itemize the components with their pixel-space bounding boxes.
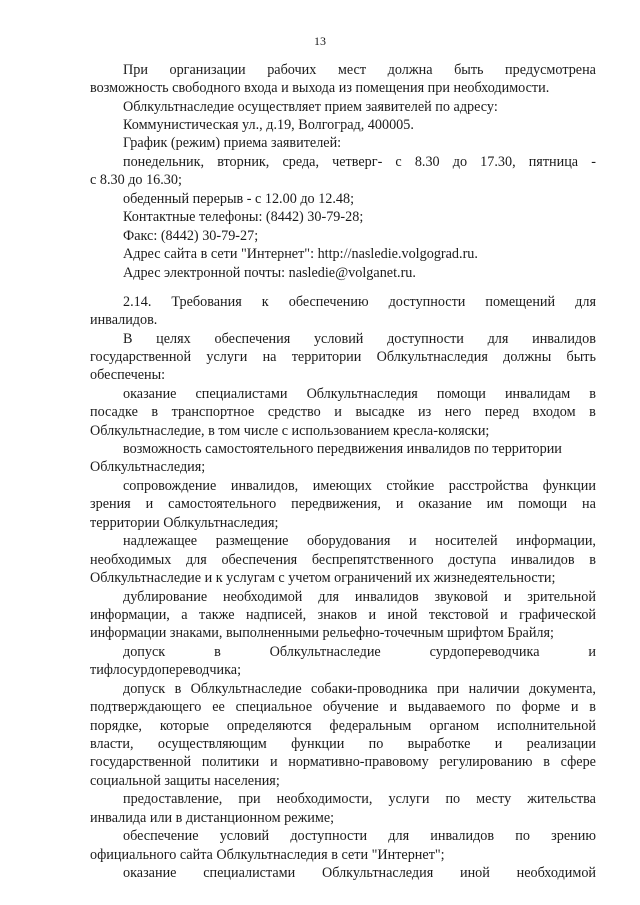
line-word: среда, (282, 154, 320, 170)
line-word: по (515, 828, 530, 844)
line-word: по (496, 699, 511, 715)
line-word: допуск (123, 681, 166, 697)
line-word: выдаваемого (407, 699, 486, 715)
line-word: мест (337, 62, 367, 78)
line-word: функции (542, 478, 596, 494)
text-line (90, 735, 596, 753)
line-word: необходимости, (276, 791, 373, 807)
line-word: знаков (317, 607, 358, 623)
line-word: инвалидов (354, 589, 419, 605)
line-word: власти, (90, 736, 134, 752)
line-word: месту (476, 791, 512, 807)
line-word: инвалидов (430, 828, 495, 844)
text-line (90, 403, 596, 421)
line-word: порядке, (90, 718, 142, 734)
line-word: которые (159, 718, 209, 734)
line-word: для (575, 294, 596, 310)
line-word: информации, (90, 607, 170, 623)
line-word: жительства (527, 791, 596, 807)
line-word: и (395, 496, 404, 512)
line-word: доступа (448, 552, 497, 568)
text-line (123, 385, 596, 403)
line-word: должна (387, 62, 433, 78)
line-word: размещение (215, 533, 289, 549)
text-line: тифлосурдопереводчика; (90, 662, 242, 678)
line-word: политики (201, 754, 260, 770)
line-word: наличии (468, 681, 520, 697)
text-line: Облкультнаследия; (90, 459, 206, 475)
line-word: звуковой (434, 589, 489, 605)
line-word: оказание (123, 386, 177, 402)
line-word: доступности (387, 331, 464, 347)
text-line: Адрес электронной почты: nasledie@volganet.ru. (123, 265, 416, 281)
line-word: обеспечения (221, 552, 298, 568)
text-line (123, 330, 596, 348)
text-line (90, 495, 596, 513)
line-word: и (334, 404, 342, 420)
line-word: информации, (516, 533, 596, 549)
line-word: входом (532, 404, 576, 420)
text-line: возможность свободного входа и выхода из помещения при необходимости. (90, 80, 550, 96)
line-word: в (543, 754, 550, 770)
line-word: подтверждающего (90, 699, 202, 715)
line-word: условий (219, 828, 270, 844)
text-line: Контактные телефоны: (8442) 30-79-28; (123, 209, 364, 225)
line-word: для (318, 589, 340, 605)
line-word: высадке (355, 404, 405, 420)
page-number: 13 (314, 34, 326, 48)
line-word: инвалидам (504, 386, 571, 402)
line-word: перед (484, 404, 520, 420)
line-word: осуществляющим (157, 736, 267, 752)
line-word: услуги (206, 349, 248, 365)
line-word: Облкультнаследие (190, 681, 302, 697)
line-word: В (123, 331, 133, 347)
line-word: дублирование (123, 589, 208, 605)
line-word: - (591, 154, 596, 170)
line-word: иной (460, 865, 490, 881)
line-word: четверг- (332, 154, 383, 170)
line-word: помощи (436, 386, 486, 402)
line-word: обеспечение (123, 828, 199, 844)
line-word: в (214, 644, 221, 660)
line-word: Облкультнаследие (269, 644, 381, 660)
text-line: с 8.30 до 16.30; (90, 172, 182, 188)
text-line: информации знаками, выполненными рельефно-точечным шрифтом Брайля; (90, 625, 554, 641)
line-word: транспортное (171, 404, 255, 420)
line-word: расстройства (448, 478, 529, 494)
line-word: при (238, 791, 261, 807)
text-line (90, 606, 596, 624)
text-line: Облкультнаследие осуществляет прием заявителей по адресу: (123, 99, 498, 115)
text-line (90, 717, 596, 735)
line-word: 17.30, (480, 154, 516, 170)
line-word: обеспечению (288, 294, 369, 310)
line-word: доступности (388, 294, 466, 310)
line-word: территории (291, 349, 362, 365)
line-word: оборудования (307, 533, 391, 549)
line-word: передвижения, (291, 496, 381, 512)
line-word: рабочих (267, 62, 317, 78)
line-word: носителей (435, 533, 498, 549)
line-word: специалистами (195, 386, 288, 402)
text-line: территории Облкультнаследия; (90, 515, 279, 531)
line-word: и (145, 496, 154, 512)
line-word: сурдопереводчика (429, 644, 540, 660)
line-word: стойкие (386, 478, 435, 494)
line-word: специалистами (203, 865, 296, 881)
text-line: инвалида или в дистанционном режиме; (90, 810, 335, 826)
line-word: необходимых (90, 552, 172, 568)
line-word: инвалидов (510, 552, 575, 568)
line-word: с (395, 154, 402, 170)
line-word: и (570, 699, 579, 715)
text-line: инвалидов. (90, 312, 158, 328)
line-word: и (494, 736, 503, 752)
line-word: При (123, 62, 148, 78)
line-word: обучение (322, 699, 379, 715)
line-word: сфере (560, 754, 596, 770)
line-word: зрению (551, 828, 596, 844)
line-word: организации (169, 62, 246, 78)
line-word: оказание (123, 865, 177, 881)
text-line: Адрес сайта в сети "Интернет": http://nasledie.volgograd.ru. (123, 246, 478, 262)
line-word: беспрепятственного (311, 552, 434, 568)
line-word: государственной (90, 349, 192, 365)
line-word: и (500, 607, 508, 623)
text-line: социальной защиты населения; (90, 773, 280, 789)
line-word: федеральным (329, 718, 412, 734)
line-word: оказание (418, 496, 472, 512)
line-word: документа, (528, 681, 596, 697)
line-word: для (487, 331, 509, 347)
line-word: в (589, 386, 596, 402)
line-word: быть (566, 349, 596, 365)
line-word: инвалидов (532, 331, 596, 347)
line-word: имеющих (312, 478, 372, 494)
text-line (123, 532, 596, 550)
line-word: в (174, 681, 182, 697)
text-line (123, 790, 596, 808)
section-heading (123, 293, 596, 311)
line-word: на (262, 349, 277, 365)
line-word: целях (156, 331, 191, 347)
line-word: текстовой (428, 607, 489, 623)
text-line (123, 61, 596, 79)
text-line (123, 153, 596, 171)
line-word: функции (291, 736, 345, 752)
line-word: в (589, 699, 596, 715)
text-line (123, 643, 596, 661)
line-word: надписей, (245, 607, 307, 623)
text-line (123, 827, 596, 845)
text-line (123, 588, 596, 606)
line-word: и (389, 699, 398, 715)
text-line (90, 348, 596, 366)
text-line (123, 477, 596, 495)
line-word: помощи (518, 496, 568, 512)
text-line (90, 698, 596, 716)
line-word: государственной (90, 754, 192, 770)
line-word: определяются (226, 718, 312, 734)
line-word: посадке (90, 404, 138, 420)
line-word: и (408, 533, 417, 549)
line-word: и (368, 607, 377, 623)
line-word: из (418, 404, 432, 420)
line-word: нормативно-правовому (288, 754, 429, 770)
line-word: также (199, 607, 235, 623)
line-word: 2.14. (123, 294, 152, 310)
line-word: зрения (90, 496, 131, 512)
line-word: и (269, 754, 278, 770)
line-word: должны (503, 349, 552, 365)
line-word: зрительной (527, 589, 596, 605)
line-word: Требования (171, 294, 242, 310)
line-word: для (388, 828, 410, 844)
text-line: Коммунистическая ул., д.19, Волгоград, 400005. (123, 117, 414, 133)
line-word: понедельник, (123, 154, 205, 170)
line-word: в (589, 552, 596, 568)
line-word: пятница (528, 154, 579, 170)
line-word: специальное (235, 699, 313, 715)
text-line (90, 753, 596, 771)
line-word: ее (212, 699, 225, 715)
text-line: Облкультнаследие, в том числе с использованием кресла-коляски; (90, 423, 490, 439)
line-word: регулированию (439, 754, 533, 770)
line-word: форме (521, 699, 561, 715)
text-line: официального сайта Облкультнаследия в сети "Интернет"; (90, 847, 445, 863)
line-word: вторник, (217, 154, 270, 170)
text-line: обеспечены: (90, 367, 166, 383)
line-word: графической (519, 607, 596, 623)
line-word: обеспечения (214, 331, 291, 347)
line-word: исполнительной (496, 718, 596, 734)
line-word: быть (454, 62, 484, 78)
line-word: по (445, 791, 461, 807)
line-word: по (368, 736, 384, 752)
line-word: 8.30 (414, 154, 440, 170)
line-word: иной (387, 607, 418, 623)
line-word: при (436, 681, 460, 697)
line-word: Облкультнаследия (321, 865, 434, 881)
text-line (123, 680, 596, 698)
line-word: помещений (485, 294, 556, 310)
line-word: им (486, 496, 504, 512)
line-word: в (151, 404, 159, 420)
line-word: до (452, 154, 468, 170)
text-line: Факс: (8442) 30-79-27; (123, 228, 259, 244)
text-line: Облкультнаследие и к услугам с учетом ограничений их жизнедеятельности; (90, 570, 556, 586)
line-word: услуги (388, 791, 430, 807)
line-word: в (589, 404, 596, 420)
line-word: для (185, 552, 207, 568)
line-word: к (261, 294, 269, 310)
text-line: График (режим) приема заявителей: (123, 135, 342, 151)
line-word: предусмотрена (505, 62, 596, 78)
text-line: возможность самостоятельного передвижения инвалидов по территории (123, 441, 562, 457)
text-line (123, 864, 596, 882)
line-word: и (588, 644, 596, 660)
line-word: Облкультнаследия (376, 349, 488, 365)
line-word: реализации (526, 736, 596, 752)
line-word: допуск (123, 644, 166, 660)
line-word: инвалидов, (230, 478, 299, 494)
line-word: собаки-проводника (311, 681, 428, 697)
text-line (90, 551, 596, 569)
line-word: необходимой (516, 865, 596, 881)
line-word: сопровождение (123, 478, 217, 494)
line-word: а (181, 607, 188, 623)
line-word: доступности (290, 828, 368, 844)
line-word: выработке (407, 736, 471, 752)
text-line: обеденный перерыв - с 12.00 до 12.48; (123, 191, 355, 207)
line-word: предоставление, (123, 791, 223, 807)
line-word: надлежащее (123, 533, 198, 549)
line-word: самостоятельного (168, 496, 277, 512)
line-word: средство (267, 404, 321, 420)
line-word: необходимой (223, 589, 303, 605)
line-word: него (444, 404, 472, 420)
line-word: органом (429, 718, 480, 734)
line-word: на (582, 496, 596, 512)
line-word: и (503, 589, 512, 605)
line-word: условий (313, 331, 364, 347)
line-word: Облкультнаследия (306, 386, 418, 402)
